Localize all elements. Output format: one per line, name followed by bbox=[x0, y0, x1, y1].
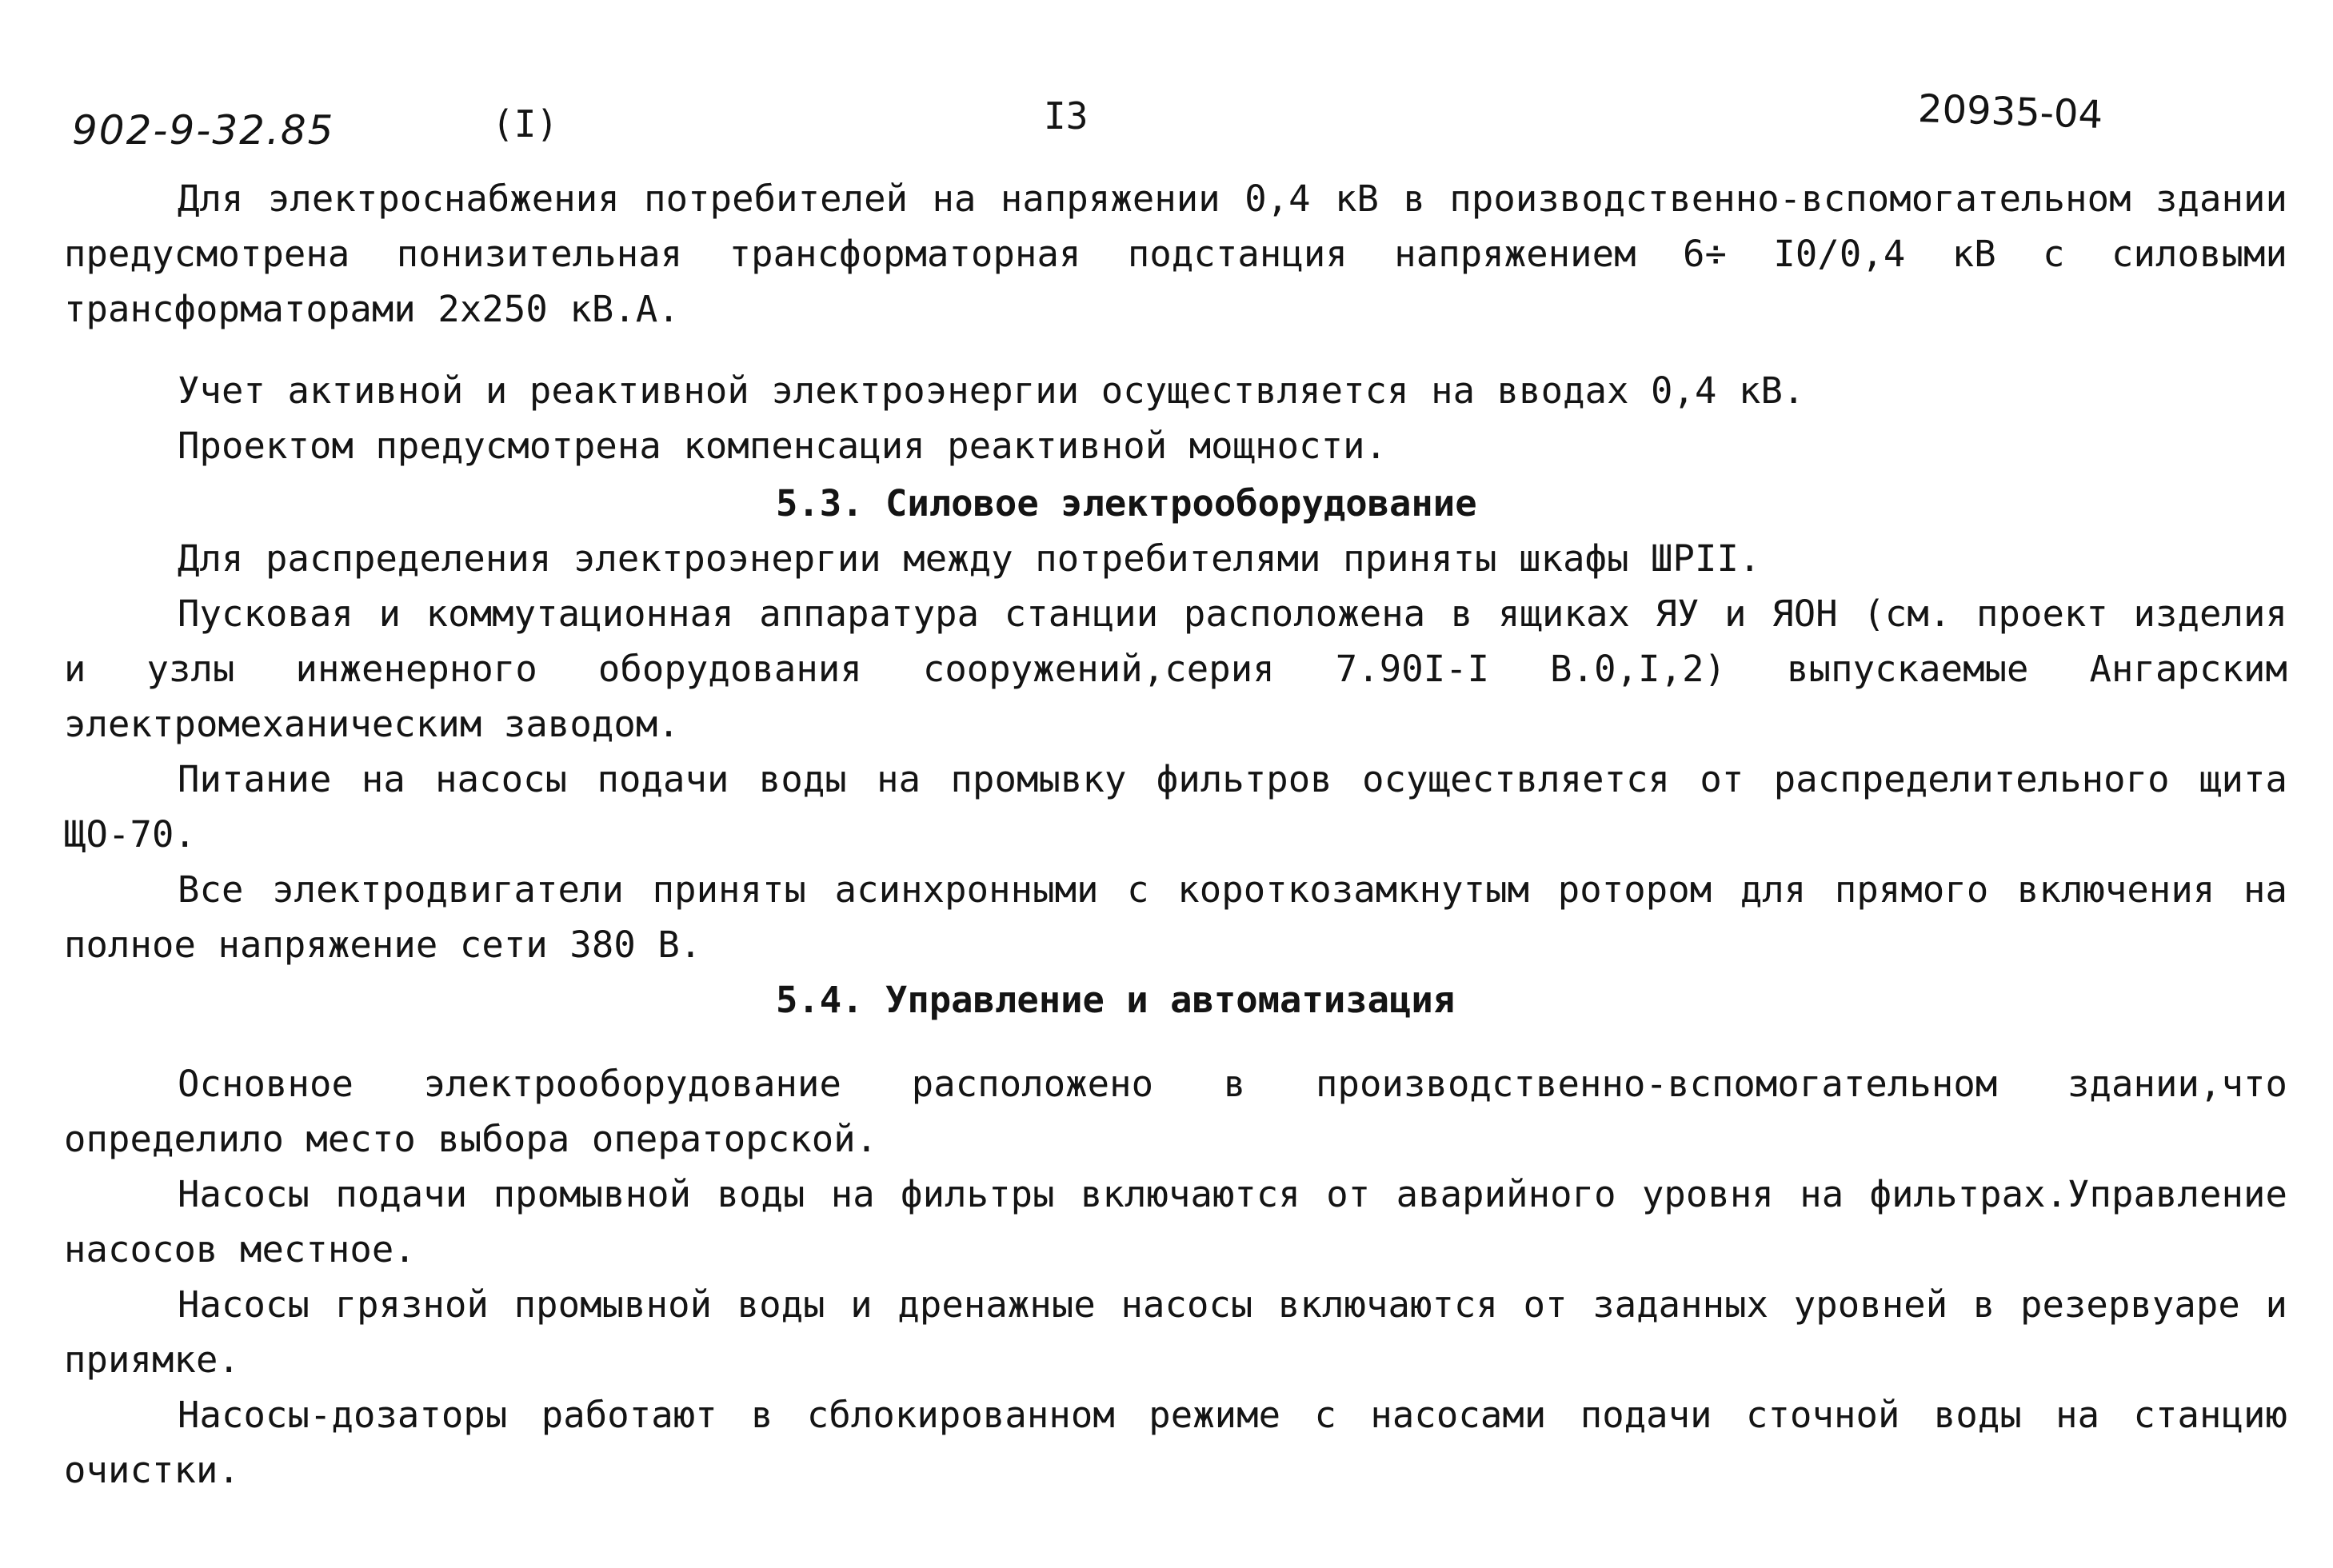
document-body bbox=[64, 171, 2287, 1498]
page-number: I3 bbox=[1044, 94, 1089, 138]
paragraph: Проектом предусмотрена компенсация реактивной мощности. bbox=[178, 425, 1388, 467]
paragraph: Насосы грязной промывной воды и дренажные насосы включаются от заданных уровней в резервуаре и приямке. bbox=[64, 1283, 2287, 1381]
archive-number: 20935-04 bbox=[1917, 86, 2104, 138]
paragraph: Насосы-дозаторы работают в сблокированном режиме с насосами подачи сточной воды на станцию очистки. bbox=[64, 1394, 2287, 1491]
paragraph: Учет активной и реактивной электроэнергии осуществляется на вводах 0,4 кВ. bbox=[178, 369, 1805, 412]
paragraph: Питание на насосы подачи воды на промывку фильтров осуществляется от распределительного щита ЩО-70. bbox=[64, 758, 2287, 856]
paragraph: Пусковая и коммутационная аппаратура станции расположена в ящиках ЯУ и ЯОН (см. проект изделия и узлы инженерного оборудования сооружений,серия 7.90I-I В.0,I,2) выпускаемые Ангарским электромеханическим заводом. bbox=[64, 592, 2287, 745]
paragraph: Для электроснабжения потребителей на напряжении 0,4 кВ в производственно-вспомогательном здании предусмотрена понизительная трансформаторная подстанция напряжением 6÷ I0/0,4 кВ с силовыми трансформаторами 2х250 кВ.А. bbox=[64, 178, 2287, 330]
paragraph: Основное электрооборудование расположено в производственно-вспомогательном здании,что определило место выбора операторской. bbox=[64, 1063, 2287, 1160]
section-heading: 5.3. Силовое электрооборудование bbox=[776, 482, 1477, 525]
document-code: 902-9-32.85 bbox=[72, 107, 335, 154]
paragraph: Для распределения электроэнергии между потребителями приняты шкафы ШРII. bbox=[178, 537, 1761, 580]
page-header bbox=[0, 0, 2333, 160]
paragraph: Все электродвигатели приняты асинхронными с короткозамкнутым ротором для прямого включения на полное напряжение сети 380 В. bbox=[64, 868, 2287, 966]
document-part: (I) bbox=[492, 102, 559, 146]
section-heading: 5.4. Управление и автоматизация bbox=[776, 979, 1456, 1021]
paragraph: Насосы подачи промывной воды на фильтры включаются от аварийного уровня на фильтрах.Управление насосов местное. bbox=[64, 1173, 2287, 1271]
